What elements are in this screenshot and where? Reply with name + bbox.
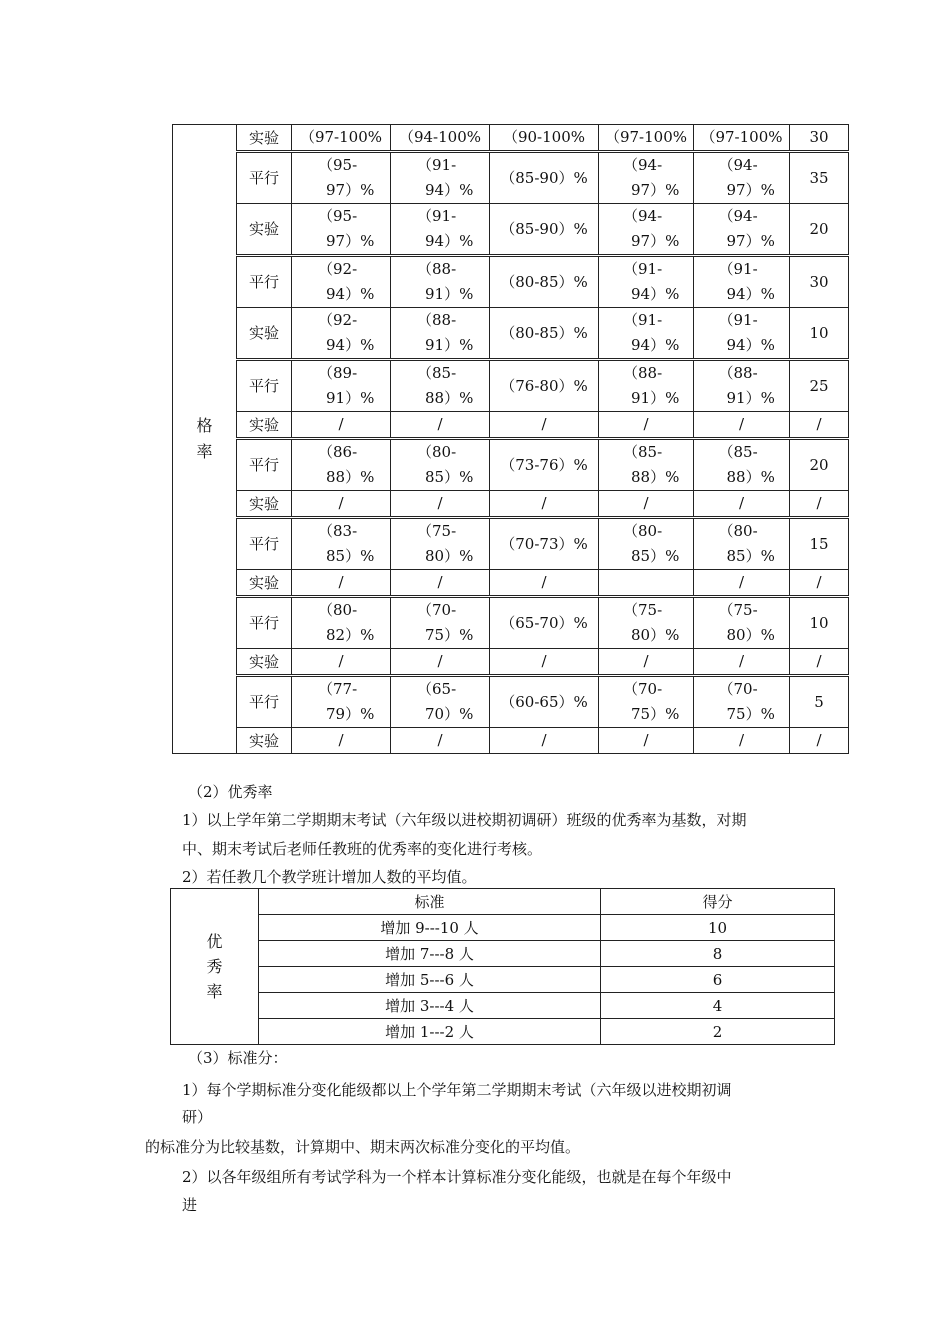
excellence-rate-table: [170, 888, 835, 1045]
range-cell: [599, 256, 694, 308]
range-start: （83-: [318, 522, 358, 540]
row-type-cell: 平行: [237, 152, 292, 204]
range-cell: /: [490, 491, 599, 518]
range-cell: [391, 204, 490, 256]
row-type-cell: 平行: [237, 360, 292, 412]
range-end: 94）%: [726, 336, 775, 354]
range-cell: /: [391, 728, 490, 754]
range-cell: [694, 597, 790, 649]
score-cell: 2: [601, 1019, 835, 1045]
range-start: （91-: [718, 260, 758, 278]
range-cell: [391, 597, 490, 649]
table-row: [173, 649, 849, 676]
range-start: （80-: [417, 443, 457, 461]
standard-cell: 增加 3---4 人: [259, 993, 601, 1019]
range-cell: /: [391, 570, 490, 597]
range-cell: [391, 518, 490, 570]
score-cell: 6: [601, 967, 835, 993]
standard-cell: 增加 7---8 人: [259, 941, 601, 967]
score-cell: /: [790, 412, 849, 439]
table-row: [173, 152, 849, 204]
table-row: [171, 967, 835, 993]
table-row: [173, 439, 849, 491]
range-end: 91）%: [326, 389, 375, 407]
range-start: （91-: [417, 207, 457, 225]
range-cell: [694, 518, 790, 570]
range-cell: [292, 518, 391, 570]
range-start: （92-: [318, 311, 358, 329]
range-end: 75）%: [726, 705, 775, 723]
range-cell: [694, 439, 790, 491]
range-cell: /: [490, 728, 599, 754]
range-cell: [599, 597, 694, 649]
range-cell: [292, 152, 391, 204]
row-label-char: 秀: [206, 957, 223, 976]
range-cell: /: [599, 649, 694, 676]
range-end: 70）%: [425, 705, 474, 723]
range-cell: [292, 204, 391, 256]
range-start: （88-: [623, 364, 663, 382]
range-end: 85）%: [631, 547, 680, 565]
range-cell: [694, 360, 790, 412]
range-end: 94）%: [326, 336, 375, 354]
range-cell: （76-80）%: [490, 360, 599, 412]
table-row: [173, 728, 849, 754]
range-start: （80-: [318, 601, 358, 619]
range-end: 97）%: [631, 232, 680, 250]
range-end: 82）%: [326, 626, 375, 644]
row-type-cell: 平行: [237, 439, 292, 491]
range-cell: [391, 676, 490, 728]
range-cell: [694, 152, 790, 204]
score-cell: /: [790, 649, 849, 676]
row-type-cell: 实验: [237, 728, 292, 754]
score-cell: 25: [790, 360, 849, 412]
range-cell: [599, 152, 694, 204]
range-end: 91）%: [425, 336, 474, 354]
range-cell: （85-90）%: [490, 152, 599, 204]
range-start: （77-: [318, 680, 358, 698]
range-end: 75）%: [631, 705, 680, 723]
range-start: （94-: [718, 207, 758, 225]
standard-cell: 增加 1---2 人: [259, 1019, 601, 1045]
range-end: 94）%: [326, 285, 375, 303]
range-end: 94）%: [425, 232, 474, 250]
table-row: [173, 491, 849, 518]
section2-item1-line1: 1）以上学年第二学期期末考试（六年级以进校期初调研）班级的优秀率为基数，对期: [182, 811, 747, 829]
score-cell: 35: [790, 152, 849, 204]
range-cell: /: [292, 412, 391, 439]
range-cell: [292, 308, 391, 360]
section3-heading: （3）标准分：: [188, 1049, 288, 1067]
range-start: （88-: [417, 260, 457, 278]
range-cell: （85-90）%: [490, 204, 599, 256]
range-end: 85）%: [726, 547, 775, 565]
range-start: （91-: [417, 156, 457, 174]
section2-item1-line2: 中、期末考试后老师任教班的优秀率的变化进行考核。: [182, 840, 543, 858]
row-type-cell: 平行: [237, 676, 292, 728]
range-cell: [694, 256, 790, 308]
range-cell: （80-85）%: [490, 256, 599, 308]
table-row: [173, 308, 849, 360]
range-cell: （97-100%: [599, 125, 694, 152]
range-cell: /: [599, 728, 694, 754]
range-start: （95-: [318, 207, 358, 225]
score-cell: 8: [601, 941, 835, 967]
range-end: 88）%: [726, 468, 775, 486]
range-end: 85）%: [326, 547, 375, 565]
range-start: （70-: [417, 601, 457, 619]
range-end: 94）%: [726, 285, 775, 303]
score-cell: 15: [790, 518, 849, 570]
row-label-char: 率: [196, 442, 213, 461]
range-start: （65-: [417, 680, 457, 698]
range-end: 97）%: [326, 232, 375, 250]
range-start: （89-: [318, 364, 358, 382]
range-cell: （60-65）%: [490, 676, 599, 728]
range-cell: （90-100%: [490, 125, 599, 152]
score-cell: /: [790, 570, 849, 597]
range-end: 88）%: [326, 468, 375, 486]
range-cell: /: [292, 728, 391, 754]
range-end: 85）%: [425, 468, 474, 486]
range-cell: （65-70）%: [490, 597, 599, 649]
excellence-label-cell: [171, 889, 259, 1045]
row-type-cell: 平行: [237, 256, 292, 308]
range-cell: [694, 676, 790, 728]
range-cell: /: [292, 491, 391, 518]
score-cell: /: [790, 728, 849, 754]
range-cell: （70-73）%: [490, 518, 599, 570]
section3-item2-line2: 进: [182, 1196, 198, 1214]
range-cell: （73-76）%: [490, 439, 599, 491]
section3-item2-line1: 2）以各年级组所有考试学科为一个样本计算标准分变化能级，也就是在每个年级中: [182, 1168, 732, 1186]
range-cell: [292, 256, 391, 308]
range-cell: [599, 308, 694, 360]
range-start: （75-: [417, 522, 457, 540]
range-cell: [599, 518, 694, 570]
range-cell: [292, 597, 391, 649]
range-end: 91）%: [631, 389, 680, 407]
range-cell: /: [599, 412, 694, 439]
row-type-cell: 实验: [237, 204, 292, 256]
range-cell: [292, 676, 391, 728]
score-cell: /: [790, 491, 849, 518]
row-type-cell: 实验: [237, 649, 292, 676]
range-end: 97）%: [726, 181, 775, 199]
range-cell: [292, 360, 391, 412]
section3-item1-line2: 研）: [182, 1108, 213, 1126]
standard-cell: 增加 9---10 人: [259, 915, 601, 941]
range-cell: [391, 439, 490, 491]
range-end: 97）%: [726, 232, 775, 250]
score-cell: 30: [790, 125, 849, 152]
score-cell: 20: [790, 439, 849, 491]
row-type-cell: 实验: [237, 125, 292, 152]
range-start: （86-: [318, 443, 358, 461]
range-start: （91-: [623, 260, 663, 278]
range-start: （85-: [417, 364, 457, 382]
range-cell: [599, 439, 694, 491]
range-cell: [391, 152, 490, 204]
range-end: 88）%: [631, 468, 680, 486]
range-cell: /: [391, 649, 490, 676]
range-end: 88）%: [425, 389, 474, 407]
range-start: （94-: [623, 207, 663, 225]
table-row: [173, 360, 849, 412]
table-row: [173, 204, 849, 256]
range-cell: [391, 256, 490, 308]
range-end: 80）%: [631, 626, 680, 644]
range-start: （85-: [623, 443, 663, 461]
range-cell: （97-100%: [694, 125, 790, 152]
section2-item2: 2）若任教几个教学班计增加人数的平均值。: [182, 868, 477, 886]
range-cell: /: [490, 412, 599, 439]
range-end: 80）%: [726, 626, 775, 644]
table-row: [173, 256, 849, 308]
range-cell: （80-85）%: [490, 308, 599, 360]
range-start: （94-: [623, 156, 663, 174]
row-label-char: 率: [206, 982, 223, 1001]
range-cell: [599, 204, 694, 256]
range-cell: [599, 676, 694, 728]
range-cell: [694, 308, 790, 360]
range-cell: /: [694, 491, 790, 518]
range-start: （70-: [718, 680, 758, 698]
table-row: [171, 941, 835, 967]
range-cell: [694, 204, 790, 256]
range-cell: （97-100%: [292, 125, 391, 152]
score-cell: 10: [790, 597, 849, 649]
table-row: [173, 125, 849, 152]
section2-heading: （2）优秀率: [188, 783, 273, 801]
range-start: （80-: [718, 522, 758, 540]
range-end: 79）%: [326, 705, 375, 723]
score-cell: 5: [790, 676, 849, 728]
range-start: （70-: [623, 680, 663, 698]
score-cell: 10: [601, 915, 835, 941]
range-start: （94-: [718, 156, 758, 174]
range-start: （92-: [318, 260, 358, 278]
score-cell: 10: [790, 308, 849, 360]
range-end: 91）%: [425, 285, 474, 303]
range-cell: /: [694, 570, 790, 597]
table-row: [173, 518, 849, 570]
section3-item1-line3: 的标准分为比较基数，计算期中、期末两次标准分变化的平均值。: [145, 1138, 581, 1156]
range-cell: [391, 308, 490, 360]
table-row: [173, 597, 849, 649]
range-cell: /: [490, 570, 599, 597]
range-start: （88-: [417, 311, 457, 329]
header-standard: 标准: [259, 889, 601, 915]
range-cell: /: [292, 570, 391, 597]
row-label-char: 格: [196, 416, 213, 435]
range-cell: /: [694, 412, 790, 439]
row-type-cell: 平行: [237, 597, 292, 649]
score-cell: 20: [790, 204, 849, 256]
row-type-cell: 实验: [237, 570, 292, 597]
range-end: 94）%: [631, 285, 680, 303]
score-cell: 30: [790, 256, 849, 308]
row-type-cell: 实验: [237, 412, 292, 439]
range-cell: [391, 360, 490, 412]
range-cell: （94-100%: [391, 125, 490, 152]
table-row: [173, 570, 849, 597]
pass-rate-table: [172, 124, 849, 754]
pass-rate-label-cell: [173, 125, 237, 754]
range-cell: /: [391, 412, 490, 439]
range-start: （75-: [623, 601, 663, 619]
row-type-cell: 实验: [237, 308, 292, 360]
row-type-cell: 实验: [237, 491, 292, 518]
range-end: 94）%: [425, 181, 474, 199]
range-end: 97）%: [631, 181, 680, 199]
range-start: （88-: [718, 364, 758, 382]
range-start: （85-: [718, 443, 758, 461]
range-start: （95-: [318, 156, 358, 174]
standard-cell: 增加 5---6 人: [259, 967, 601, 993]
range-cell: [599, 570, 694, 597]
range-start: （80-: [623, 522, 663, 540]
range-cell: /: [490, 649, 599, 676]
range-cell: [292, 439, 391, 491]
table-row: [171, 915, 835, 941]
range-cell: /: [694, 649, 790, 676]
table-row: [171, 993, 835, 1019]
range-cell: /: [694, 728, 790, 754]
score-cell: 4: [601, 993, 835, 1019]
range-start: （91-: [718, 311, 758, 329]
table-row: [171, 1019, 835, 1045]
row-type-cell: 平行: [237, 518, 292, 570]
range-cell: [599, 360, 694, 412]
range-end: 80）%: [425, 547, 474, 565]
row-label-char: 优: [206, 932, 223, 951]
range-end: 97）%: [326, 181, 375, 199]
range-cell: /: [391, 491, 490, 518]
range-end: 75）%: [425, 626, 474, 644]
range-end: 94）%: [631, 336, 680, 354]
section3-item1-line1: 1）每个学期标准分变化能级都以上个学年第二学期期末考试（六年级以进校期初调: [182, 1081, 732, 1099]
header-score: 得分: [601, 889, 835, 915]
range-cell: /: [292, 649, 391, 676]
table-row: [173, 676, 849, 728]
table-row: [173, 412, 849, 439]
range-start: （75-: [718, 601, 758, 619]
range-end: 91）%: [726, 389, 775, 407]
range-cell: /: [599, 491, 694, 518]
range-start: （91-: [623, 311, 663, 329]
